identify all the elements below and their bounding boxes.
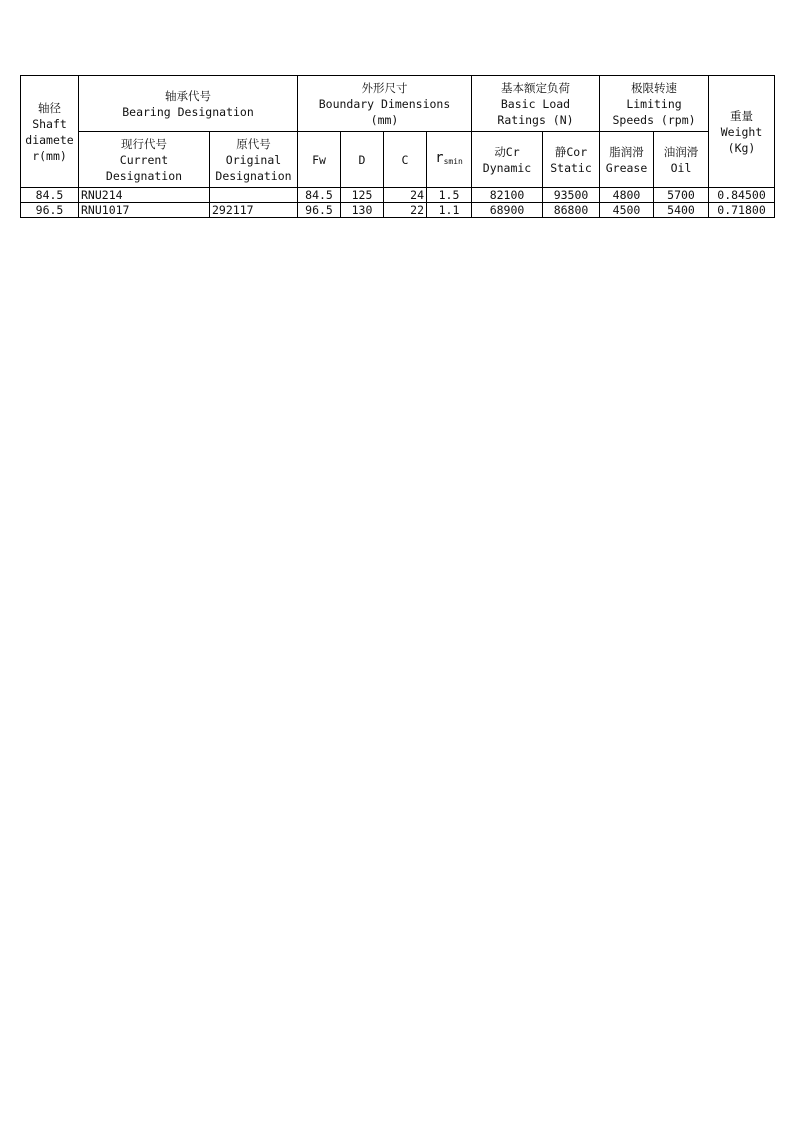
bearing-designation-header: 轴承代号 Bearing Designation [79,76,298,132]
weight-header: 重量 Weight (Kg) [709,76,775,188]
dynamic-header: 动Cr Dynamic [472,132,543,188]
shaft-cell: 96.5 [21,203,79,218]
c-cell: 22 [384,203,427,218]
current-designation-header: 现行代号 Current Designation [79,132,210,188]
original-designation-cell: 292117 [210,203,298,218]
limiting-speeds-header: 极限转速 Limiting Speeds (rpm) [600,76,709,132]
basic-load-ratings-header: 基本额定负荷 Basic Load Ratings (N) [472,76,600,132]
fw-cell: 84.5 [298,188,341,203]
boundary-dimensions-header: 外形尺寸 Boundary Dimensions (mm) [298,76,472,132]
rsmin-cell: 1.5 [427,188,472,203]
c-header: C [384,132,427,188]
rsmin-cell: 1.1 [427,203,472,218]
grease-header: 脂润滑 Grease [600,132,654,188]
header-row-top [21,76,775,132]
grease-cell: 4500 [600,203,654,218]
grease-cell: 4800 [600,188,654,203]
fw-cell: 96.5 [298,203,341,218]
original-designation-header: 原代号 Original Designation [210,132,298,188]
current-designation-cell: RNU1017 [79,203,210,218]
header-row-sub [21,132,775,188]
cor-cell: 86800 [543,203,600,218]
fw-header: Fw [298,132,341,188]
cr-cell: 82100 [472,188,543,203]
original-designation-cell [210,188,298,203]
current-designation-cell: RNU214 [79,188,210,203]
weight-cell: 0.84500 [709,188,775,203]
bearing-spec-table [20,75,775,218]
d-cell: 125 [341,188,384,203]
cor-cell: 93500 [543,188,600,203]
weight-cell: 0.71800 [709,203,775,218]
table-row [21,188,775,203]
c-cell: 24 [384,188,427,203]
static-header: 静Cor Static [543,132,600,188]
oil-cell: 5700 [654,188,709,203]
shaft-cell: 84.5 [21,188,79,203]
cr-cell: 68900 [472,203,543,218]
d-header: D [341,132,384,188]
d-cell: 130 [341,203,384,218]
shaft-diameter-header: 轴径 Shaft diamete r(mm) [21,76,79,188]
oil-header: 油润滑 Oil [654,132,709,188]
rsmin-header: $r_{smin}$ [427,132,472,188]
table-row [21,203,775,218]
oil-cell: 5400 [654,203,709,218]
